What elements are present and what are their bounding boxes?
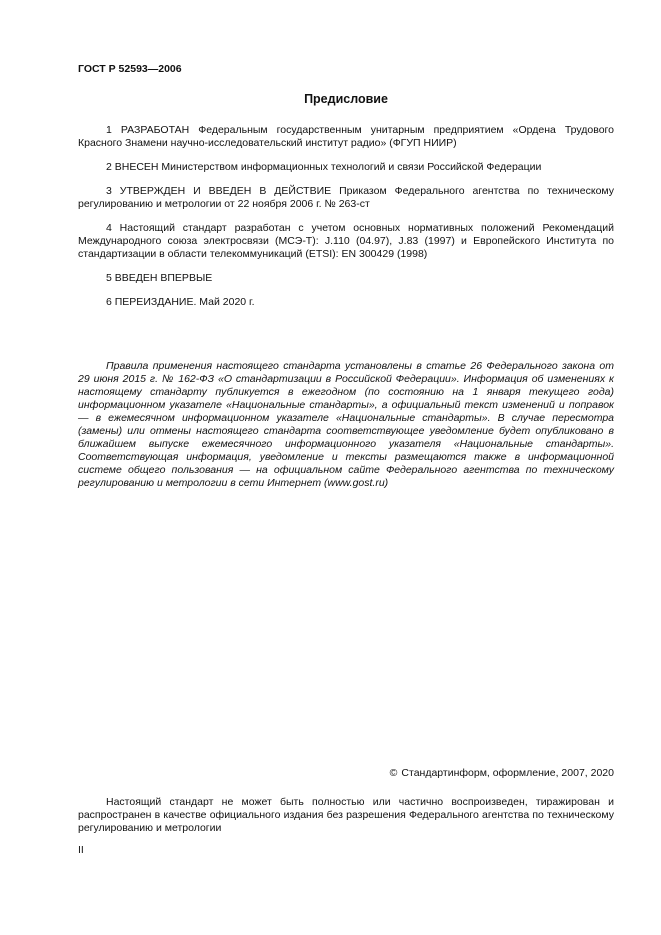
foreword-item-4: 4 Настоящий стандарт разработан с учетом основных нормативных положений Рекомендаций Международного союза электросвязи (МСЭ-Т): J.110 (04.97), J.83 (1997) и Европейского Института по стандартизации в области телекоммуникаций (ETSI): EN 300429 (1998)	[78, 222, 614, 260]
page-title: Предисловие	[304, 92, 388, 106]
foreword-item-6: 6 ПЕРЕИЗДАНИЕ. Май 2020 г.	[106, 296, 255, 308]
page-number: II	[78, 844, 84, 856]
copyright-symbol: ©	[389, 767, 398, 779]
document-code: ГОСТ Р 52593—2006	[78, 63, 182, 75]
foreword-item-2: 2 ВНЕСЕН Министерством информационных технологий и связи Российской Федерации	[106, 161, 542, 173]
foreword-item-5: 5 ВВЕДЕН ВПЕРВЫЕ	[106, 272, 213, 284]
foreword-item-1: 1 РАЗРАБОТАН Федеральным государственным унитарным предприятием «Ордена Трудового Красного Знамени научно-исследовательский институт радио» (ФГУП НИИР)	[78, 124, 614, 149]
foreword-item-3: 3 УТВЕРЖДЕН И ВВЕДЕН В ДЕЙСТВИЕ Приказом Федерального агентства по техническому регулированию и метрологии от 22 ноября 2006 г. № 263-ст	[78, 185, 614, 210]
foreword-items	[78, 124, 614, 320]
copyright-line	[390, 767, 614, 780]
application-rules-notice: Правила применения настоящего стандарта установлены в статье 26 Федерального закона от 29 июня 2015 г. № 162-ФЗ «О стандартизации в Российской Федерации». Информация об изменениях к настоящему стандарту публикуется в ежегодном (по состоянию на 1 января текущего года) информационном указателе «Национальные стандарты», а официальный текст изменений и поправок — в ежемесячном информационном указателе «Национальные стандарты». В случае пересмотра (замены) или отмены настоящего стандарта соответствующее уведомление будет опубликовано в ближайшем выпуске ежемесячного информационного указателя «Национальные стандарты». Соответствующая информация, уведомление и тексты размещаются также в информационной системе общего пользования — на официальном сайте Федерального агентства по техническому регулированию и метрологии в сети Интернет (www.gost.ru)	[78, 360, 614, 489]
reproduction-notice: Настоящий стандарт не может быть полностью или частично воспроизведен, тиражирован и распространен в качестве официального издания без разрешения Федерального агентства по техническому регулированию и метрологии	[78, 796, 614, 834]
copyright-text: Стандартинформ, оформление, 2007, 2020	[401, 767, 614, 779]
